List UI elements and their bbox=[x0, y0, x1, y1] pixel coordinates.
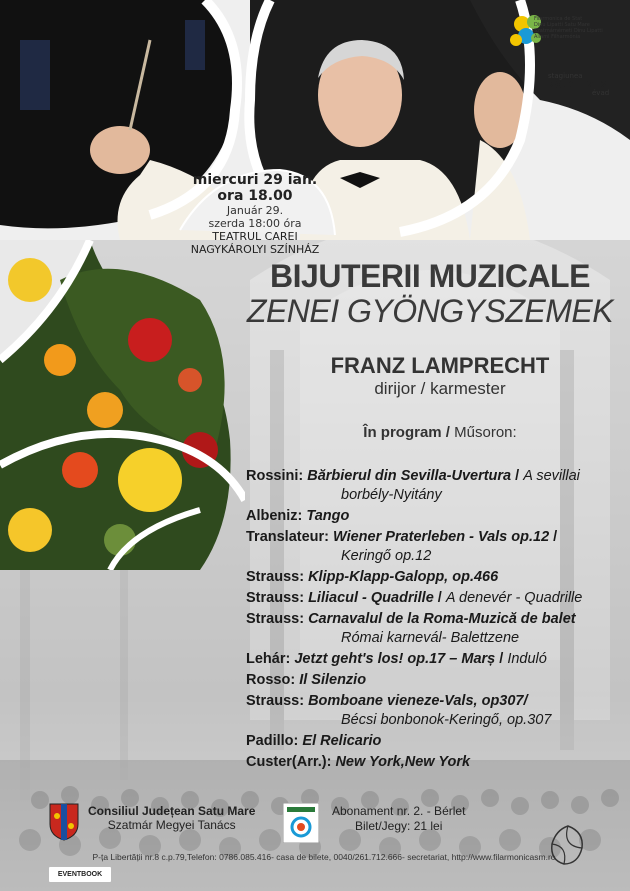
title-hu: ZENEI GYÖNGYSZEMEK bbox=[246, 293, 614, 329]
work-title-continuation: Keringő op.12 bbox=[341, 548, 432, 564]
ticket-price: Bilet/Jegy: 21 lei bbox=[355, 819, 443, 833]
time-ro: ora 18.00 bbox=[217, 188, 293, 204]
county-council bbox=[88, 804, 255, 832]
concert-title bbox=[240, 258, 620, 330]
culture-center-logo-icon bbox=[283, 803, 319, 843]
program-heading-ro: În program / bbox=[363, 424, 450, 441]
council-ro: Consiliul Județean Satu Mare bbox=[88, 804, 256, 818]
composer: Strauss: bbox=[246, 693, 305, 709]
ticket-info bbox=[332, 804, 465, 834]
separator: / bbox=[433, 590, 446, 606]
composer: Strauss: bbox=[246, 569, 305, 585]
work-title-hu: A denevér - Quadrille bbox=[445, 590, 583, 606]
composer: Strauss: bbox=[246, 611, 305, 627]
program-item bbox=[246, 752, 626, 773]
composer: Translateur: bbox=[246, 529, 329, 545]
program-item bbox=[246, 670, 626, 691]
composer: Padillo: bbox=[246, 733, 299, 749]
work-title: Carnavalul de la Roma-Muzică de balet bbox=[308, 611, 576, 627]
program-item bbox=[246, 466, 626, 487]
flowers-photo bbox=[0, 240, 245, 570]
philharmonic-name: Filarmonica de Stat Dinu Lipatti Satu Mare Szatmárnémeti Dinu Lipatti Állami Filharmónia bbox=[534, 16, 603, 40]
composer: Albeniz: bbox=[246, 508, 303, 524]
work-title: Wiener Praterleben - Vals op.12 bbox=[333, 529, 550, 545]
program-item bbox=[246, 567, 626, 588]
work-title-continuation: Római karnevál- Balettzene bbox=[341, 630, 520, 646]
program-item bbox=[246, 609, 626, 630]
work-title: Il Silenzio bbox=[299, 672, 367, 688]
program-item bbox=[246, 506, 626, 527]
event-date-venue bbox=[180, 172, 330, 256]
subscription-label: Abonament nr. 2. - Bérlet bbox=[332, 804, 466, 818]
composer: Lehár: bbox=[246, 651, 291, 667]
time-hu: szerda 18:00 óra bbox=[208, 217, 302, 230]
composer: Strauss: bbox=[246, 590, 305, 606]
season-ro: stagiunea bbox=[548, 72, 583, 80]
venue-hu: NAGYKÁROLYI SZÍNHÁZ bbox=[190, 243, 320, 256]
council-hu: Szatmár Megyei Tanács bbox=[107, 818, 236, 832]
program-heading bbox=[260, 424, 620, 441]
work-title: El Relicario bbox=[302, 733, 382, 749]
program-item bbox=[246, 691, 626, 712]
season-label bbox=[548, 72, 614, 97]
program-list bbox=[246, 466, 626, 773]
work-title-continuation: Bécsi bonbonok-Keringő, op.307 bbox=[341, 712, 552, 728]
eventbook-logo[interactable]: EVENTBOOK bbox=[48, 866, 112, 883]
date-hu: Január 29. bbox=[226, 204, 284, 217]
work-title: New York,New York bbox=[335, 754, 471, 770]
title-ro: BIJUTERII MUZICALE bbox=[270, 258, 590, 294]
work-title: Bărbierul din Sevilla-Uvertura bbox=[307, 468, 512, 484]
separator: / bbox=[511, 468, 524, 484]
composer: Rossini: bbox=[246, 468, 304, 484]
work-title-hu: A sevillai bbox=[523, 468, 580, 484]
work-title: Liliacul - Quadrille bbox=[308, 590, 434, 606]
composer: Custer(Arr.): bbox=[246, 754, 332, 770]
date-ro: miercuri 29 ian. bbox=[192, 172, 318, 188]
conductor-block bbox=[260, 353, 620, 399]
contact-footer: P-ța Libertății nr.8 c.p.79,Telefon: 0786.085.416- casa de bilete, 0040/261.712.666- secretariat, http://www.filarmonicasm.ro bbox=[92, 852, 556, 862]
county-crest-icon bbox=[48, 802, 80, 842]
program-item bbox=[246, 731, 626, 752]
program-item bbox=[246, 527, 626, 548]
conductor-role: dirijor / karmester bbox=[374, 379, 506, 398]
season-years: 2019 | 2020 bbox=[548, 80, 615, 91]
work-title: Jetzt geht's los! op.17 – Marș bbox=[294, 651, 496, 667]
program-item bbox=[246, 649, 626, 670]
separator: / bbox=[495, 651, 508, 667]
program-item bbox=[246, 588, 626, 609]
season-hu: évad bbox=[592, 89, 610, 97]
work-title: Klipp-Klapp-Galopp, op.466 bbox=[308, 569, 499, 585]
work-title-hu: Induló bbox=[507, 651, 547, 667]
work-title-continuation: borbély-Nyitány bbox=[341, 487, 442, 503]
program-heading-hu: Műsoron: bbox=[449, 424, 517, 441]
venue-ro: TEATRUL CAREI bbox=[212, 230, 298, 243]
work-title: Tango bbox=[306, 508, 350, 524]
ornament-icon bbox=[544, 822, 592, 870]
work-title: Bomboane vieneze-Vals, op307/ bbox=[308, 693, 528, 709]
composer: Rosso: bbox=[246, 672, 296, 688]
separator: / bbox=[549, 529, 558, 545]
conductor-name: FRANZ LAMPRECHT bbox=[330, 353, 550, 378]
